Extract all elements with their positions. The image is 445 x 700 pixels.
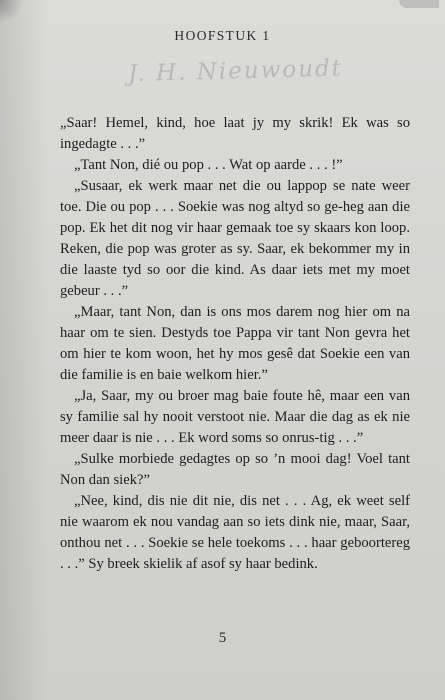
paragraph: „Nee, kind, dis nie dit nie, dis net . . . Ag, ek weet self nie waarom ek nou vandag aan so iets dink nie, maar, Saar, onthou net . . . Soekie se hele toekoms . . . haar geboortereg . . .” Sy breek skielik af asof sy haar bedink. [60,493,410,572]
body-text [60,113,410,575]
page-edge-shadow [0,0,48,700]
paragraph: „Sulke morbiede gedagtes op so ’n mooi dag! Voel tant Non dan siek?” [60,451,410,488]
paragraph: „Tant Non, dié ou pop . . . Wat op aarde . . . !” [74,157,343,173]
paragraph: „Maar, tant Non, dan is ons mos darem nog hier om na haar om te sien. Destyds toe Pappa vir tant Non gevra het om hier te kom woon, het hy mos gesê dat Soekie een van die familie is en baie welkom hier.” [60,304,410,383]
page-corner-shadow [0,0,24,24]
chapter-title: HOOFSTUK 1 [174,28,271,43]
page-stain [399,0,439,8]
paragraph: „Ja, Saar, my ou broer mag baie foute hê, maar een van sy familie sal hy nooit verstoot nie. Maar die dag as ek nie meer daar is nie . . . Ek word soms so onrus-tig . . .” [60,388,410,446]
paragraph: „Susaar, ek werk maar net die ou lappop se nate weer toe. Die ou pop . . . Soekie was nog altyd so ge-heg aan die pop. Ek het dit nog vir haar gemaak toe sy skaars kon loop. Reken, die pop was groter as sy. Saar, ek bekommer my in die laaste tyd so oor die kind. As daar iets met my moet gebeur . . .” [60,178,410,299]
page-number: 5 [218,630,227,646]
handwritten-signature: J. H. Nieuwoudt [127,55,344,88]
paragraph: „Saar! Hemel, kind, hoe laat jy my skrik! Ek was so ingedagte . . .” [60,115,410,152]
